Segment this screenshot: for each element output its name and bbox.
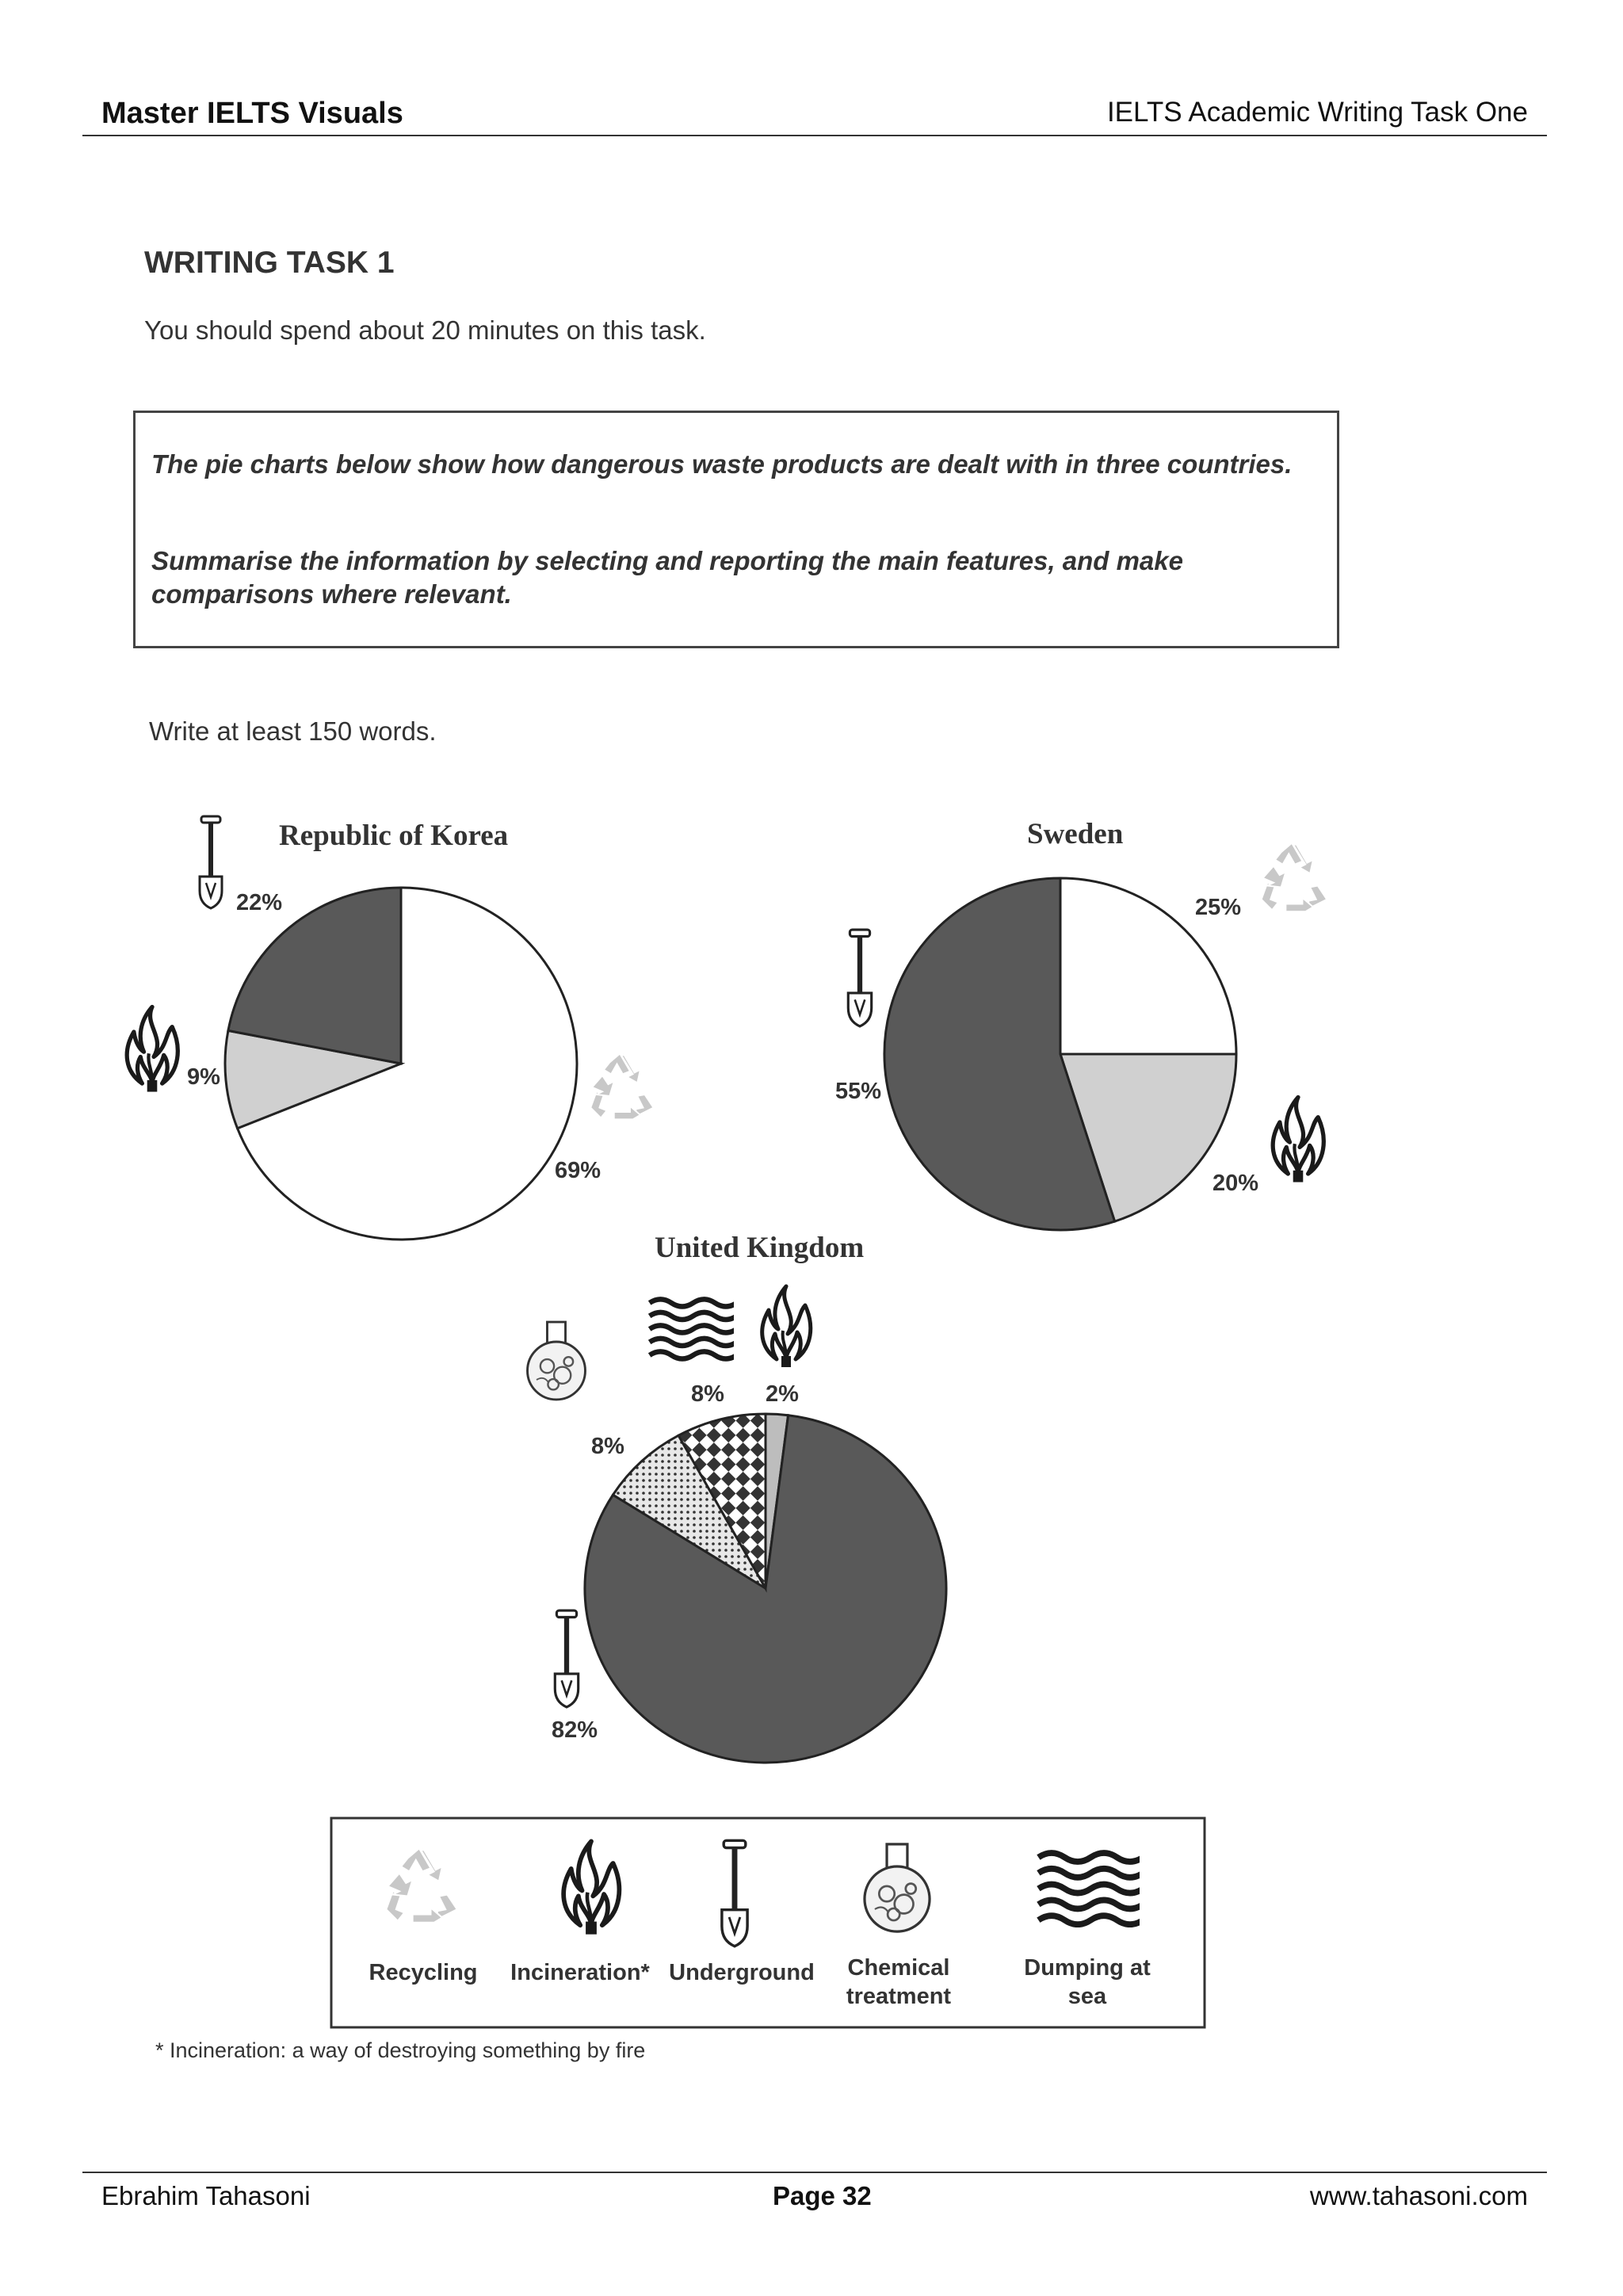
korea-chart-title: Republic of Korea — [279, 819, 509, 852]
prompt-description: The pie charts below show how dangerous waste products are dealt with in three countries. — [151, 449, 1293, 479]
legend-flask-icon — [865, 1844, 930, 1931]
legend-dumping-label-line1: Dumping at — [1024, 1955, 1151, 1981]
uk-underground-shovel-icon — [555, 1610, 578, 1707]
footer-page-number: Page 32 — [773, 2181, 872, 2210]
uk-chart-title: United Kingdom — [655, 1232, 865, 1264]
legend-shovel-icon — [722, 1840, 747, 1946]
sweden-recycling-icon — [1262, 843, 1327, 911]
uk-pie-chart — [528, 1232, 946, 1763]
uk-dumping-waves-icon — [650, 1299, 737, 1358]
legend-chemical-label-line1: Chemical — [847, 1955, 950, 1981]
sweden-underground-label: 55% — [835, 1079, 882, 1104]
uk-dumping-label: 8% — [691, 1381, 724, 1407]
korea-incineration-label: 9% — [187, 1064, 220, 1090]
footer-author: Ebrahim Tahasoni — [101, 2181, 311, 2210]
sweden-recycling-label: 25% — [1195, 895, 1242, 920]
legend-underground-label: Underground — [669, 1960, 815, 1985]
legend-incineration-label: Incineration* — [510, 1960, 650, 1985]
korea-recycling-label: 69% — [555, 1158, 601, 1183]
korea-pie-chart — [127, 816, 653, 1240]
legend-waves-icon — [1038, 1853, 1143, 1924]
header-subtitle: IELTS Academic Writing Task One — [1106, 97, 1528, 128]
prompt-instruction: Summarise the information by selecting and reporting the main features, and make comparisons where relevant. — [151, 546, 1183, 609]
legend-recycling-icon — [386, 1848, 456, 1923]
task-title: WRITING TASK 1 — [144, 246, 395, 280]
uk-incineration-label: 2% — [766, 1381, 799, 1407]
uk-underground-label: 82% — [552, 1717, 598, 1743]
uk-chemical-label: 8% — [591, 1434, 624, 1459]
footer-website: www.tahasoni.com — [1309, 2181, 1528, 2210]
legend-flame-icon — [563, 1841, 619, 1934]
footnote: * Incineration: a way of destroying something by fire — [155, 2038, 646, 2062]
sweden-incineration-flame-icon — [1273, 1097, 1323, 1182]
korea-underground-label: 22% — [236, 890, 283, 915]
legend-dumping-label-line2: sea — [1067, 1984, 1107, 2009]
sweden-incineration-label: 20% — [1212, 1171, 1259, 1196]
korea-recycling-icon — [590, 1054, 653, 1120]
word-count-instruction: Write at least 150 words. — [149, 716, 437, 746]
legend-recycling-label: Recycling — [369, 1960, 478, 1985]
header-title: Master IELTS Visuals — [101, 97, 403, 130]
legend-box — [331, 1818, 1205, 2027]
uk-incineration-flame-icon — [762, 1286, 811, 1367]
korea-incineration-flame-icon — [127, 1007, 178, 1091]
korea-underground-shovel-icon — [200, 816, 222, 908]
legend-chemical-label-line2: treatment — [846, 1984, 952, 2009]
task-time-instruction: You should spend about 20 minutes on this task. — [144, 315, 706, 345]
uk-chemical-flask-icon — [528, 1322, 586, 1400]
sweden-pie-chart — [835, 818, 1327, 1230]
footer-divider — [82, 2172, 1547, 2173]
sweden-underground-shovel-icon — [848, 930, 871, 1026]
sweden-chart-title: Sweden — [1027, 818, 1124, 850]
